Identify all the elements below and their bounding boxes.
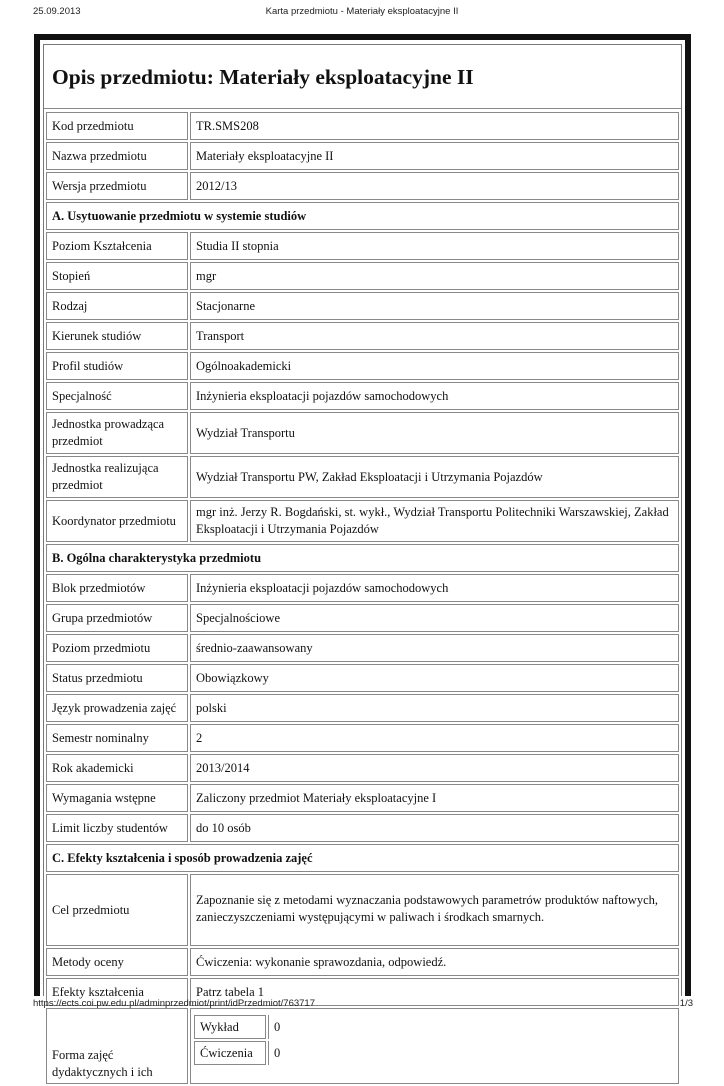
table-row	[46, 112, 679, 140]
row-label: Limit liczby studentów	[46, 814, 188, 842]
row-value: Zapoznanie się z metodami wyznaczania podstawowych parametrów produktów naftowych, zanieczyszczeniami występującymi w paliwach i środkach smarnych.	[190, 874, 679, 946]
table-row	[46, 412, 679, 454]
row-label: Specjalność	[46, 382, 188, 410]
table-row	[46, 664, 679, 692]
table-row	[46, 694, 679, 722]
table-row	[46, 322, 679, 350]
row-value: Wydział Transportu	[190, 412, 679, 454]
section-heading: A. Usytuowanie przedmiotu w systemie studiów	[46, 202, 679, 230]
row-value: polski	[190, 694, 679, 722]
table-row	[46, 874, 679, 946]
row-label: Blok przedmiotów	[46, 574, 188, 602]
table-row	[46, 724, 679, 752]
row-label: Metody oceny	[46, 948, 188, 976]
row-value: do 10 osób	[190, 814, 679, 842]
row-value: Patrz tabela 1	[190, 978, 679, 1006]
form-hours: 0	[268, 1015, 289, 1039]
row-label: Kierunek studiów	[46, 322, 188, 350]
section-heading: C. Efekty kształcenia i sposób prowadzenia zajęć	[46, 844, 679, 872]
row-value: TR.SMS208	[190, 112, 679, 140]
row-label: Poziom przedmiotu	[46, 634, 188, 662]
section-c	[46, 844, 679, 872]
table-row	[46, 456, 679, 498]
row-label: Nazwa przedmiotu	[46, 142, 188, 170]
table-row	[46, 574, 679, 602]
table-row	[46, 784, 679, 812]
forms-row	[194, 1041, 289, 1065]
row-label: Efekty kształcenia	[46, 978, 188, 1006]
form-hours: 0	[268, 1041, 289, 1065]
row-label: Wymagania wstępne	[46, 784, 188, 812]
table-row	[46, 1008, 679, 1084]
print-header	[0, 6, 724, 20]
row-value: 2	[190, 724, 679, 752]
row-label: Jednostka realizująca przedmiot	[46, 456, 188, 498]
table-row	[46, 814, 679, 842]
row-value: Wydział Transportu PW, Zakład Eksploatacji i Utrzymania Pojazdów	[190, 456, 679, 498]
table-row	[46, 382, 679, 410]
forms-table	[192, 1013, 291, 1067]
row-label: Rok akademicki	[46, 754, 188, 782]
row-value: Transport	[190, 322, 679, 350]
table-row	[46, 232, 679, 260]
row-label: Grupa przedmiotów	[46, 604, 188, 632]
row-value: Zaliczony przedmiot Materiały eksploatacyjne I	[190, 784, 679, 812]
row-value: mgr inż. Jerzy R. Bogdański, st. wykł., Wydział Transportu Politechniki Warszawskiej, Zakład Eksploatacji i Utrzymania Pojazdów	[190, 500, 679, 542]
row-value: Inżynieria eksploatacji pojazdów samochodowych	[190, 574, 679, 602]
row-label: Profil studiów	[46, 352, 188, 380]
section-b	[46, 544, 679, 572]
row-label: Stopień	[46, 262, 188, 290]
row-label: Rodzaj	[46, 292, 188, 320]
row-value: średnio-zaawansowany	[190, 634, 679, 662]
row-label: Status przedmiotu	[46, 664, 188, 692]
table-row	[46, 948, 679, 976]
row-value: Materiały eksploatacyjne II	[190, 142, 679, 170]
course-table	[44, 110, 681, 1086]
forms-row	[194, 1015, 289, 1039]
page-title: Opis przedmiotu: Materiały eksploatacyjne II	[44, 45, 681, 109]
row-value: Studia II stopnia	[190, 232, 679, 260]
row-label: Cel przedmiotu	[46, 874, 188, 946]
row-value: mgr	[190, 262, 679, 290]
table-row	[46, 500, 679, 542]
row-value: Ogólnoakademicki	[190, 352, 679, 380]
section-a	[46, 202, 679, 230]
row-label: Język prowadzenia zajęć	[46, 694, 188, 722]
table-row	[46, 142, 679, 170]
print-date: 25.09.2013	[33, 6, 81, 17]
row-value: Stacjonarne	[190, 292, 679, 320]
print-footer	[0, 998, 724, 1012]
table-row	[46, 754, 679, 782]
table-row	[46, 292, 679, 320]
row-value: Obowiązkowy	[190, 664, 679, 692]
row-value	[190, 1008, 679, 1084]
row-label: Forma zajęć dydaktycznych i ich	[46, 1008, 188, 1084]
form-name: Wykład	[194, 1015, 266, 1039]
table-row	[46, 604, 679, 632]
table-row	[46, 634, 679, 662]
row-value: 2012/13	[190, 172, 679, 200]
row-value: 2013/2014	[190, 754, 679, 782]
row-value: Ćwiczenia: wykonanie sprawozdania, odpowiedź.	[190, 948, 679, 976]
page-number: 1/3	[679, 998, 693, 1009]
table-row	[46, 172, 679, 200]
table-row	[46, 262, 679, 290]
section-heading: B. Ogólna charakterystyka przedmiotu	[46, 544, 679, 572]
print-url: https://ects.coi.pw.edu.pl/adminprzedmiot/print/idPrzedmiot/763717	[33, 998, 315, 1009]
row-value: Specjalnościowe	[190, 604, 679, 632]
table-row	[46, 352, 679, 380]
row-label: Jednostka prowadząca przedmiot	[46, 412, 188, 454]
row-label: Koordynator przedmiotu	[46, 500, 188, 542]
row-label: Semestr nominalny	[46, 724, 188, 752]
row-label: Poziom Kształcenia	[46, 232, 188, 260]
row-value: Inżynieria eksploatacji pojazdów samochodowych	[190, 382, 679, 410]
row-label: Wersja przedmiotu	[46, 172, 188, 200]
print-title: Karta przedmiotu - Materiały eksploatacyjne II	[265, 6, 459, 17]
row-label: Kod przedmiotu	[46, 112, 188, 140]
form-name: Ćwiczenia	[194, 1041, 266, 1065]
